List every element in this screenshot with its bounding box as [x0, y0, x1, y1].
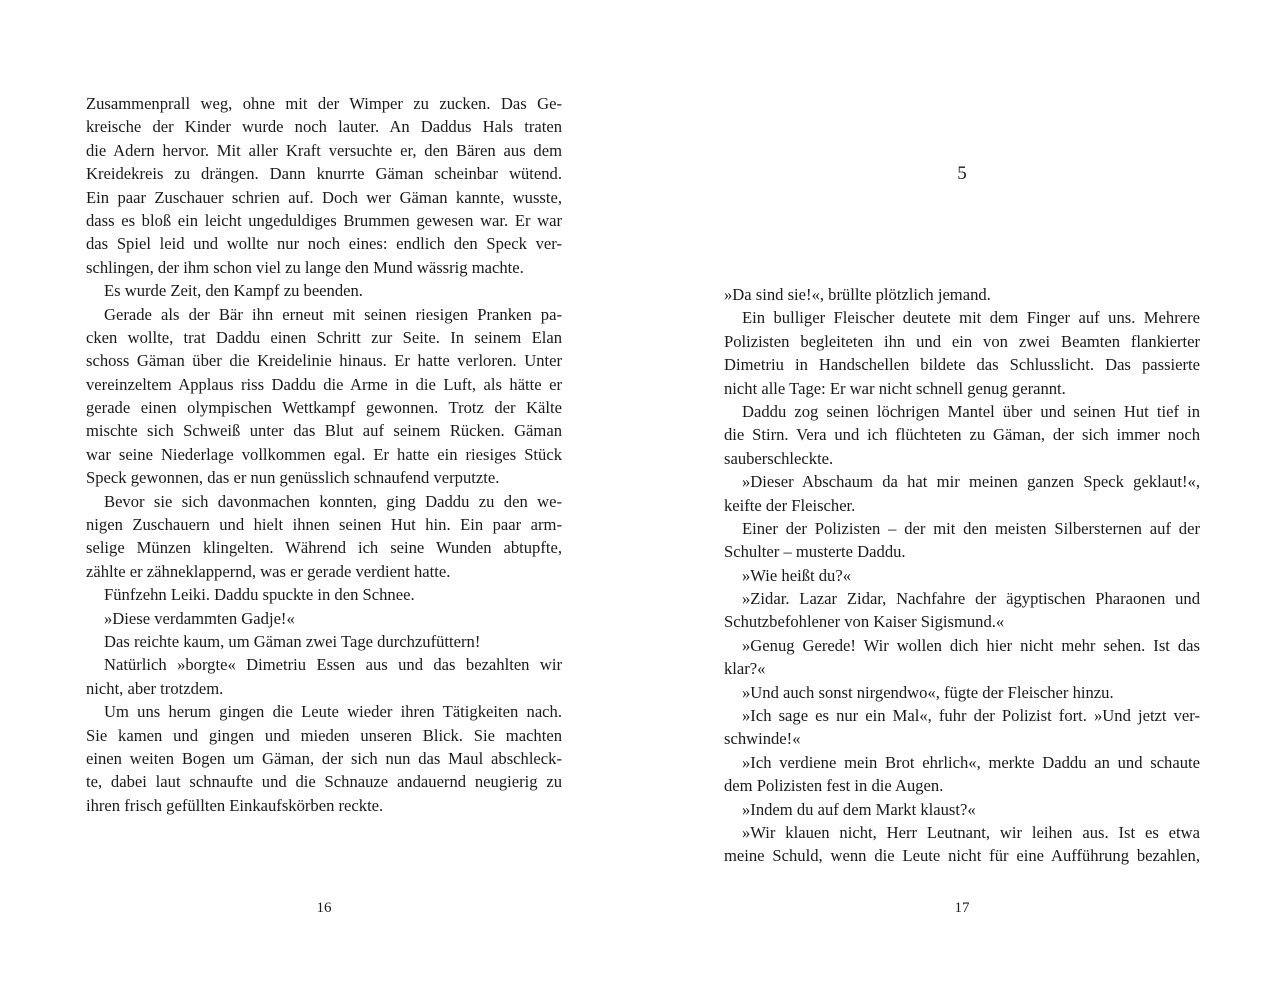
text-line: »Da sind sie!«, brüllte plötzlich jemand. [724, 285, 991, 304]
text-line: klar?« [724, 659, 766, 679]
text-line: Speck gewonnen, das er nun genüsslich schnaufend verputzte. [86, 468, 500, 488]
text-line: »Genug Gerede! Wir wollen dich hier nicht mehr sehen. Ist das [742, 635, 1200, 655]
left-page-number: 16 [316, 900, 332, 916]
text-line: Schulter – musterte Daddu. [724, 542, 906, 562]
text-line: Ein bulliger Fleischer deutete mit dem Finger auf uns. Mehrere [742, 308, 1200, 328]
text-line: »Zidar. Lazar Zidar, Nachfahre der ägyptischen Pharaonen und [742, 589, 1200, 609]
text-line: war seine Niederlage vollkommen egal. Er hatte ein riesiges Stück [86, 444, 562, 464]
text-line: »Ich sage es nur ein Mal«, fuhr der Polizist fort. »Und jetzt ver- [742, 706, 1200, 726]
text-line: Kreidekreis zu drängen. Dann knurrte Gäman scheinbar wütend. [86, 164, 562, 184]
text-line: Zusammenprall weg, ohne mit der Wimper zu zucken. Das Ge- [86, 94, 562, 113]
text-line: sauberschleckte. [724, 448, 834, 468]
text-line: »Indem du auf dem Markt klaust?« [742, 799, 976, 819]
text-line: Um uns herum gingen die Leute wieder ihren Tätigkeiten nach. [104, 702, 562, 722]
text-line: die Stirn. Vera und ich flüchteten zu Gäman, der sich immer noch [724, 425, 1200, 445]
text-line: mischte sich Schweiß unter das Blut auf seinem Rücken. Gäman [86, 421, 562, 441]
text-line: Gerade als der Bär ihn erneut mit seinen riesigen Pranken pa- [104, 304, 562, 324]
left-page [86, 0, 562, 1000]
text-line: Ein paar Zuschauer schrien auf. Doch wer Gäman kannte, wusste, [86, 187, 562, 207]
chapter-number: 5 [957, 163, 967, 184]
right-page [724, 0, 1200, 1000]
text-line: »Wie heißt du?« [742, 565, 852, 585]
text-line: ihren frisch gefüllten Einkaufskörben reckte. [86, 795, 384, 815]
text-line: schoss Gäman über die Kreidelinie hinaus. Er hatte verloren. Unter [86, 351, 562, 371]
text-line: Bevor sie sich davonmachen konnten, ging Daddu zu den we- [104, 491, 562, 511]
text-line: nicht, aber trotzdem. [86, 678, 224, 698]
text-line: »Dieser Abschaum da hat mir meinen ganzen Speck geklaut!«, [742, 472, 1200, 492]
text-line: das Spiel leid und wollte nur noch eines: endlich den Speck ver- [86, 234, 562, 254]
text-line: gerade einen olympischen Wettkampf gewonnen. Trotz der Kälte [86, 398, 562, 418]
text-line: Einer der Polizisten – der mit den meisten Silbersternen auf der [742, 518, 1200, 538]
text-line: cken wollte, trat Daddu einen Schritt zur Seite. In seinem Elan [86, 327, 562, 347]
text-line: Schutzbefohlener von Kaiser Sigismund.« [724, 612, 1005, 632]
text-line: kreische der Kinder wurde noch lauter. An Daddus Hals traten [86, 117, 562, 137]
text-line: Es wurde Zeit, den Kampf zu beenden. [104, 281, 363, 301]
text-line: nigen Zuschauern und hielt ihnen seinen Hut hin. Ein paar arm- [86, 515, 562, 535]
text-line: Fünfzehn Leiki. Daddu spuckte in den Schnee. [104, 585, 415, 605]
text-line: dass es bloß ein leicht ungeduldiges Brummen gewesen war. Er war [86, 210, 562, 230]
text-line: meine Schuld, wenn die Leute nicht für eine Aufführung bezahlen, [724, 846, 1200, 866]
text-line: dem Polizisten fest in die Augen. [724, 776, 944, 796]
text-line: te, dabei laut schnaufte und die Schnauze andauernd neugierig zu [86, 772, 562, 792]
text-line: selige Münzen klingelten. Während ich seine Wunden abtupfte, [86, 538, 562, 558]
text-line: nicht alle Tage: Er war nicht schnell genug gerannt. [724, 378, 1066, 398]
text-line: keifte der Fleischer. [724, 495, 856, 515]
text-line: »Ich verdiene mein Brot ehrlich«, merkte Daddu an und schaute [742, 752, 1200, 772]
text-line: zählte er zähneklappernd, was er gerade verdient hatte. [86, 561, 451, 581]
right-page-text [724, 283, 1200, 868]
text-line: Polizisten begleiteten ihn und ein von zwei Beamten flankierter [724, 331, 1200, 351]
text-line: schlingen, der ihm schon viel zu lange den Mund wässrig machte. [86, 257, 524, 277]
text-line: Das reichte kaum, um Gäman zwei Tage durchzufüttern! [104, 631, 481, 651]
text-line: »Diese verdammten Gadje!« [104, 608, 295, 628]
right-page-number: 17 [954, 900, 970, 916]
text-line: vereinzeltem Applaus riss Daddu die Arme in die Luft, als hätte er [86, 374, 562, 394]
text-line: »Wir klauen nicht, Herr Leutnant, wir leihen aus. Ist es etwa [742, 822, 1200, 842]
text-line: einen weiten Bogen um Gäman, der sich nun das Maul abschleck- [86, 748, 562, 768]
text-line: Sie kamen und gingen und mieden unseren Blick. Sie machten [86, 725, 562, 745]
text-line: Daddu zog seinen löchrigen Mantel über und seinen Hut tief in [742, 401, 1200, 421]
left-page-text [86, 92, 562, 817]
text-line: die Adern hervor. Mit aller Kraft versuchte er, den Bären aus dem [86, 140, 562, 160]
text-line: schwinde!« [724, 729, 801, 749]
text-line: »Und auch sonst nirgendwo«, fügte der Fleischer hinzu. [742, 682, 1114, 702]
text-line: Dimetriu in Handschellen bildete das Schlusslicht. Das passierte [724, 355, 1200, 375]
text-line: Natürlich »borgte« Dimetriu Essen aus und das bezahlten wir [104, 655, 562, 675]
